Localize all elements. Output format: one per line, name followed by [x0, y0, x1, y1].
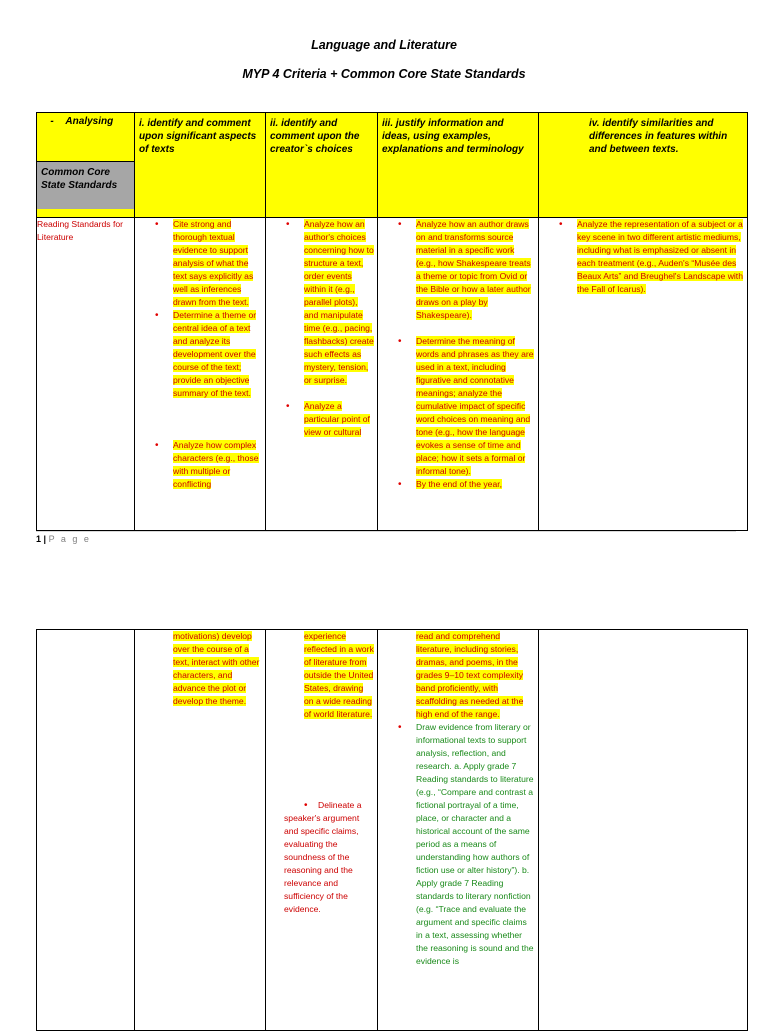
criterion-iii-text: iii. justify information and ideas, using examples, explanations and terminology: [382, 118, 524, 155]
list-item: • Analyze how an author's choices concerning how to structure a text, order events within it (e.g., parallel plots), and manipulate time (e.g., pacing, flashbacks) create such effects as mystery, tension, or surprise.: [286, 219, 374, 385]
page-number: 1: [36, 534, 42, 544]
bullet-icon: •: [304, 800, 308, 811]
bullet-icon: •: [286, 401, 290, 412]
criterion-i-text: i. identify and comment upon significant aspects of texts: [139, 118, 257, 155]
bullet-icon: •: [559, 219, 563, 230]
reading-standards-row: [37, 218, 748, 531]
page-label: P a g e: [48, 534, 91, 544]
standards-list: [135, 218, 265, 491]
row-label-reading-standards: Reading Standards for Literature: [37, 218, 135, 531]
bullet-icon: •: [398, 479, 402, 490]
list-item: • Analyze the representation of a subject or a key scene in two different artistic mediums, including what is emphasized or absent in each treatment (e.g., Auden's “Musée des Beaux Arts” and Breughel's Landscape with the Fall of Icarus).: [559, 219, 743, 294]
bullet-icon: •: [398, 219, 402, 230]
list-item: • Analyze how an author draws on and transforms source material in a specific work (e.g., how Shakespeare treats a theme or topic from Ovid or the Bible or how a later author draws on a play by Shakespeare).: [398, 219, 531, 320]
list-item: • Draw evidence from literary or informational texts to support analysis, reflection, and research. a. Apply grade 7 Reading standards to literature (e.g., “Compare and contrast a fictional portrayal of a time, place, or character and a historical account of the same period as a means of understanding how authors of fiction use or alter history”). b. Apply grade 7 Reading standards to literary nonfiction (e.g. “Trace and evaluate the argument and specific claims in a text, assessing whether the reasoning is sound and the evidence is: [398, 722, 534, 966]
bullet-icon: •: [286, 219, 290, 230]
criterion-header-iv: [539, 113, 748, 218]
cell-criterion-iii: [378, 218, 539, 531]
list-item: • Analyze how complex characters (e.g., those with multiple or conflicting: [155, 440, 259, 489]
corner-top: [37, 113, 134, 161]
list-item: • Determine the meaning of words and phrases as they are used in a text, including figurative and connotative meanings; analyze the cumulative impact of specific word choices on meaning and tone (e.g., how the language evokes a sense of time and place; how it sets a formal or informal tone).: [398, 336, 534, 476]
bullet-icon: •: [398, 722, 402, 733]
standards-list: [378, 721, 538, 968]
list-item: • Determine a theme or central idea of a text and analyze its development over the course of the text; provide an objective summary of the text.: [155, 310, 257, 398]
cell-criterion-ii: [266, 218, 378, 531]
document-title: Language and Literature: [311, 38, 457, 52]
cell-criterion-iii-cont: [378, 630, 539, 1031]
criterion-i-continued-text: motivations) develop over the course of a text, interact with other characters, and advance the plot or develop the theme.: [173, 631, 260, 706]
cell-criterion-ii-cont: [266, 630, 378, 1031]
bullet-icon: •: [155, 219, 159, 230]
corner-dash: -: [50, 116, 54, 127]
cell-criterion-iv: [539, 218, 748, 531]
header-row: [37, 113, 748, 218]
document-subtitle: MYP 4 Criteria + Common Core State Standards: [242, 67, 526, 81]
criterion-header-i: [135, 113, 266, 218]
cell-criterion-iv-cont: [539, 630, 748, 1031]
criteria-table-page1: [36, 112, 748, 531]
list-item: • Cite strong and thorough textual evidence to support analysis of what the text says explicitly as well as inferences drawn from the text.: [155, 219, 254, 307]
criteria-table-page2: [36, 629, 748, 1031]
cell-criterion-i: [135, 218, 266, 531]
corner-ccss: Common Core State Standards: [37, 161, 134, 209]
list-item: • Delineate a speaker's argument and specific claims, evaluating the soundness of the reasoning and the relevance and sufficiency of the evidence.: [284, 800, 362, 914]
standards-list: [266, 218, 377, 439]
standards-list: [378, 218, 538, 491]
reading-standards-row-continued: [37, 630, 748, 1031]
criterion-iv-text: iv. identify similarities and differences in features within and between texts.: [589, 118, 728, 155]
footer-rule: [36, 531, 736, 532]
criterion-ii-text: ii. identify and comment upon the creator`s choices: [270, 118, 360, 155]
criterion-header-ii: [266, 113, 378, 218]
bullet-icon: •: [155, 440, 159, 451]
criterion-iii-continued-text: read and comprehend literature, including stories, dramas, and poems, in the grades 9–10 text complexity band proficiently, with scaffolding as needed at the high end of the range.: [416, 631, 524, 719]
bullet-icon: •: [155, 310, 159, 321]
corner-analysing: Analysing: [65, 116, 114, 127]
page-footer: 1 | P a g e: [36, 534, 91, 544]
row-label-empty: [37, 630, 135, 1031]
criterion-ii-continued-text: experience reflected in a work of literature from outside the United States, drawing on a wide reading of world literature.: [304, 631, 374, 719]
bullet-icon: •: [398, 336, 402, 347]
cell-criterion-i-cont: [135, 630, 266, 1031]
criterion-header-iii: [378, 113, 539, 218]
standards-list: [539, 218, 747, 296]
list-item: • By the end of the year,: [398, 479, 502, 490]
standards-list: [266, 799, 377, 916]
list-item: • Analyze a particular point of view or cultural: [286, 401, 370, 437]
corner-header: [37, 113, 135, 218]
